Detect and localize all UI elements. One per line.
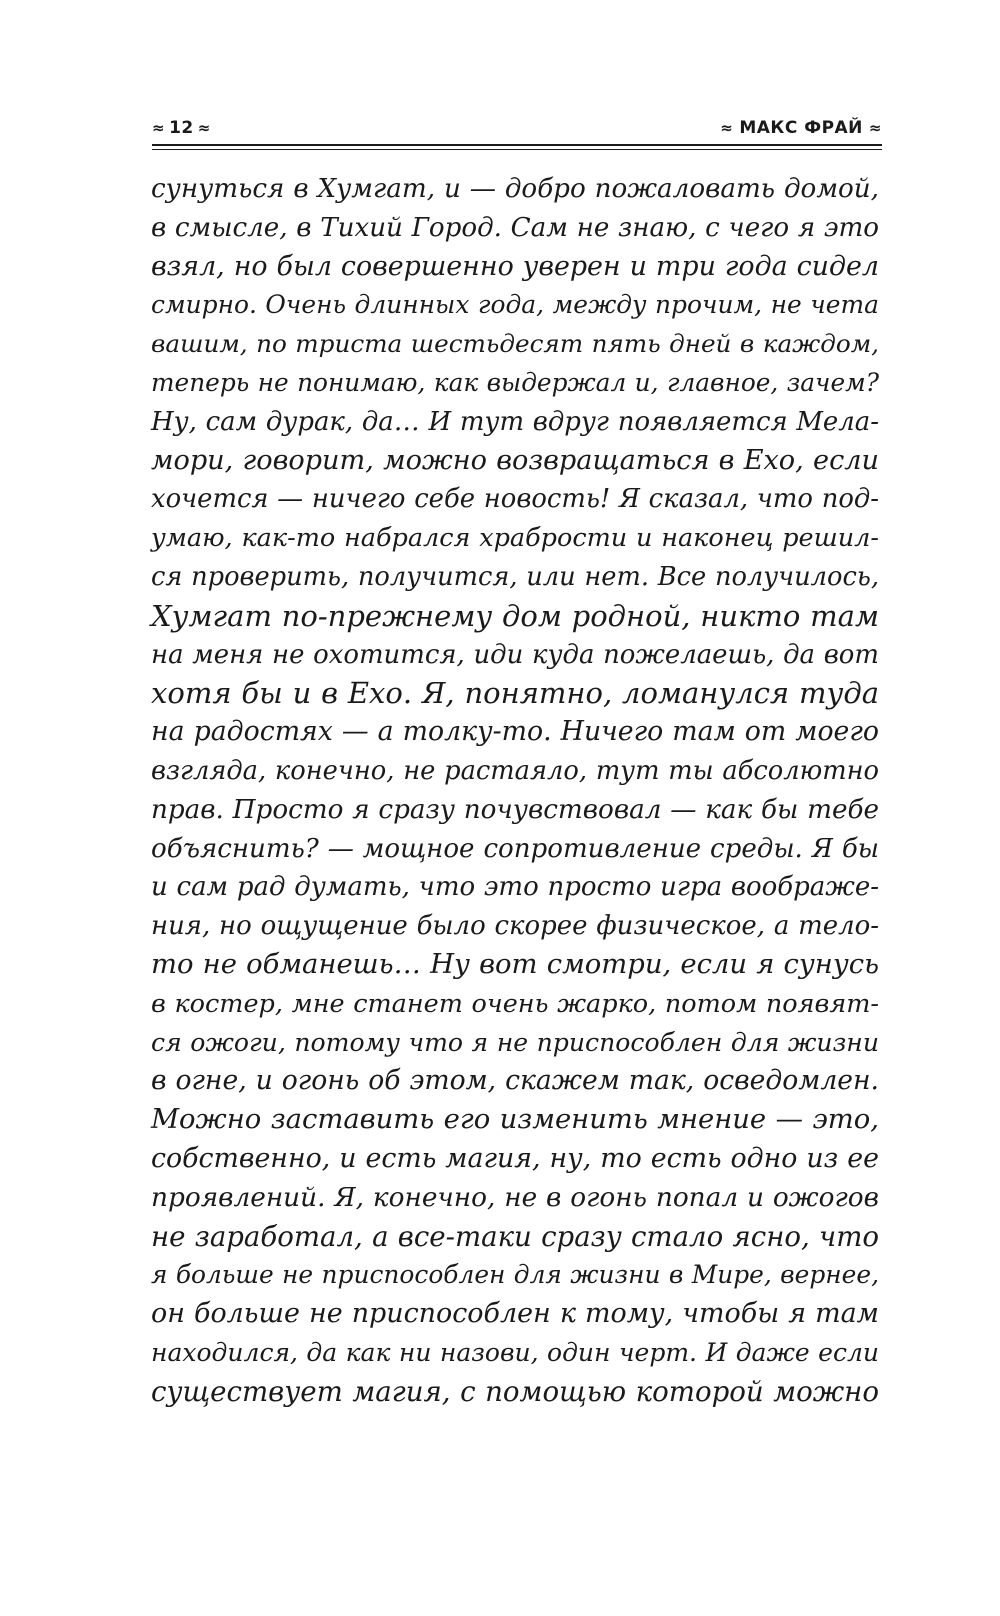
text-line: ся ожоги, потому что я не приспособлен для жизни [151, 1027, 879, 1057]
header-rule-thick [152, 144, 882, 146]
text-line: он больше не приспособлен к тому, чтобы я там [151, 1298, 879, 1330]
body-text [151, 170, 879, 1412]
text-line: собственно, и есть магия, ну, то есть одно из ее [151, 1142, 879, 1174]
text-line: не заработал, а все-таки сразу стало ясно, что [151, 1219, 879, 1253]
text-line: сунуться в Хумгат, и — добро пожаловать домой, [151, 174, 879, 204]
ornament-right-1: ≈ [720, 119, 734, 137]
text-line: ся проверить, получится, или нет. Все получилось, [151, 561, 879, 592]
ornament-right-2: ≈ [868, 119, 882, 137]
page-number: 12 [169, 118, 194, 138]
text-line: хочется — ничего себе новость! Я сказал, что под- [151, 484, 879, 515]
text-line: находился, да как ни назови, один черт. И даже если [151, 1337, 879, 1367]
ornament-left-2: ≈ [197, 119, 211, 137]
text-line: я больше не приспособлен для жизни в Мире, вернее, [151, 1260, 879, 1290]
text-line: умаю, как-то набрался храбрости и наконец решил- [151, 523, 879, 554]
text-line: взгляда, конечно, не растаяло, тут ты абсолютно [151, 755, 879, 786]
text-line: то не обманешь… Ну вот смотри, если я сунусь [151, 948, 879, 980]
text-line: в огне, и огонь об этом, скажем так, осведомлен. [151, 1065, 879, 1097]
text-line: Можно заставить его изменить мнение — это, [151, 1104, 879, 1136]
text-line: на меня не охотится, иди куда пожелаешь, да вот [151, 639, 879, 670]
text-line: прав. Просто я сразу почувствовал — как бы тебе [151, 794, 879, 825]
text-line: и сам рад думать, что это просто игра воображе- [151, 872, 879, 903]
text-line: в костер, мне станет очень жарко, потом появят- [151, 988, 879, 1019]
text-line: на радостях — а толку-то. Ничего там от моего [151, 716, 879, 748]
text-line: взял, но был совершенно уверен и три года сидел [151, 250, 879, 282]
text-line: Ну, сам дурак, да… И тут вдруг появляется Мела- [151, 406, 879, 437]
text-line: смирно. Очень длинных года, между прочим, не чета [151, 290, 879, 320]
text-line: мори, говорит, можно возвращаться в Ехо, если [151, 444, 879, 476]
text-line: хотя бы и в Ехо. Я, понятно, ломанулся туда [151, 676, 879, 711]
text-line: существует магия, с помощью которой можно [151, 1374, 879, 1408]
text-line: Хумгат по-прежнему дом родной, никто там [151, 598, 879, 633]
author-group [720, 118, 882, 138]
text-line: проявлений. Я, конечно, не в огонь попал и ожогов [151, 1182, 879, 1213]
header-rule-thin [152, 149, 882, 150]
text-line: теперь не понимаю, как выдержал и, главное, зачем? [151, 367, 879, 397]
page-number-group [152, 118, 211, 138]
ornament-left-1: ≈ [152, 119, 166, 137]
author-name: МАКС ФРАЙ [739, 118, 863, 138]
text-line: вашим, по триста шестьдесят пять дней в каждом, [151, 329, 879, 359]
text-line: ния, но ощущение было скорее физическое, а тело- [151, 911, 879, 942]
running-head [152, 114, 882, 142]
text-line: объяснить? — мощное сопротивление среды. Я бы [151, 833, 879, 864]
text-line: в смысле, в Тихий Город. Сам не знаю, с чего я это [151, 212, 879, 243]
